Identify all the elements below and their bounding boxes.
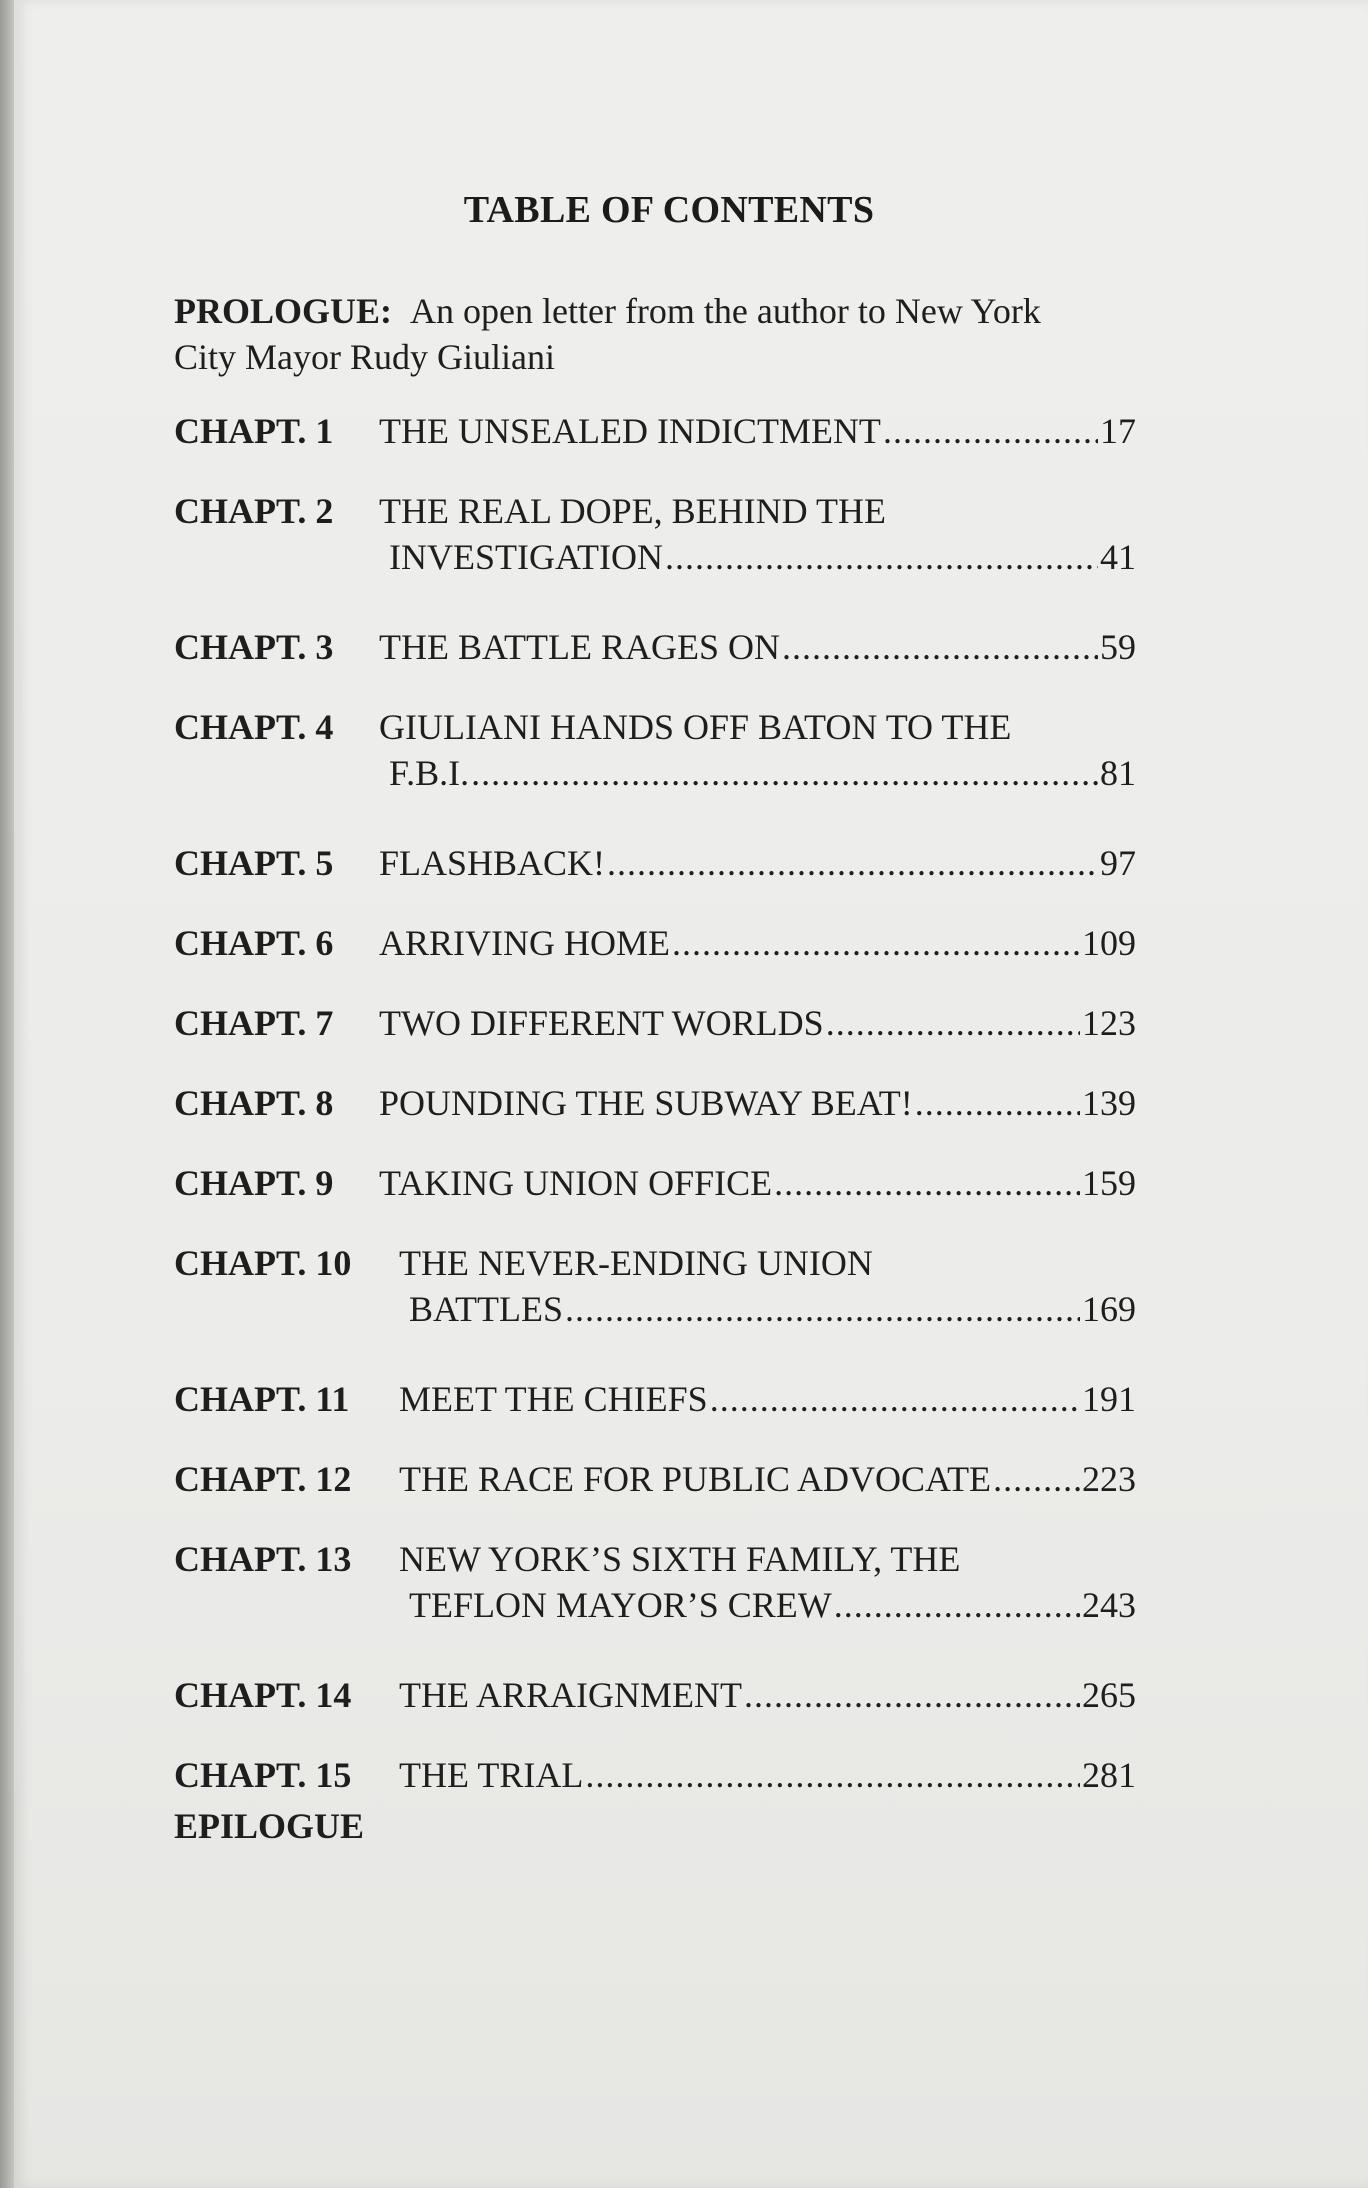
page-title: TABLE OF CONTENTS [463, 189, 875, 231]
chapter-title: THE ARRAIGNMENT [399, 1675, 742, 1715]
page-number: 123 [1082, 1003, 1136, 1043]
dot-leader [672, 920, 1080, 966]
book-page [14, 0, 1368, 2188]
chapter-leader-line [409, 1582, 1136, 1628]
chapter-leader-line [399, 1672, 1136, 1718]
dot-leader [915, 1080, 1080, 1126]
chapter-number: CHAPT. 15 [174, 1755, 352, 1795]
chapter-title: THE UNSEALED INDICTMENT [379, 411, 881, 451]
page-number: 59 [1100, 627, 1136, 667]
dot-leader [782, 624, 1098, 670]
chapter-leader-line [379, 408, 1136, 454]
chapter-number: CHAPT. 2 [174, 491, 334, 531]
page-number: 191 [1082, 1379, 1136, 1419]
page-number: 169 [1082, 1289, 1136, 1329]
chapter-number: CHAPT. 13 [174, 1539, 352, 1579]
page-number: 281 [1082, 1755, 1136, 1795]
page-number: 97 [1100, 843, 1136, 883]
dot-leader [710, 1376, 1080, 1422]
page-gutter [0, 0, 14, 2188]
prologue-text-line1: An open letter from the author to New York [410, 291, 1041, 331]
prologue-label: PROLOGUE: [174, 291, 393, 331]
chapter-title: FLASHBACK! [379, 843, 606, 883]
page-number: 243 [1082, 1585, 1136, 1625]
chapter-number: CHAPT. 10 [174, 1243, 352, 1283]
page-number: 139 [1082, 1083, 1136, 1123]
chapter-leader-line [409, 1286, 1136, 1332]
epilogue-entry: EPILOGUE [174, 1806, 365, 1846]
chapter-entry [174, 1536, 1134, 1628]
chapter-entry [174, 1672, 1134, 1718]
dot-leader [883, 408, 1098, 454]
chapter-number: CHAPT. 6 [174, 923, 334, 963]
dot-leader [607, 840, 1098, 886]
chapter-entry [174, 1456, 1134, 1502]
chapter-title: INVESTIGATION [389, 537, 663, 577]
chapter-title: TEFLON MAYOR’S CREW [409, 1585, 832, 1625]
chapter-entry [174, 624, 1134, 670]
chapter-entry [174, 1080, 1134, 1126]
dot-leader [585, 1752, 1080, 1798]
page-number: 41 [1100, 537, 1136, 577]
chapter-leader-line [379, 840, 1136, 886]
prologue-entry [174, 288, 1154, 380]
chapter-title: GIULIANI HANDS OFF BATON TO THE [379, 707, 1012, 747]
chapter-number: CHAPT. 14 [174, 1675, 352, 1715]
chapter-leader-line [399, 1456, 1136, 1502]
page-number: 223 [1082, 1459, 1136, 1499]
chapter-title: TAKING UNION OFFICE [379, 1163, 773, 1203]
dot-leader [744, 1672, 1080, 1718]
chapter-leader-line [399, 1752, 1136, 1798]
chapter-title: THE TRIAL [399, 1755, 584, 1795]
chapter-entry [174, 1376, 1134, 1422]
chapter-leader-line [389, 534, 1136, 580]
chapter-title: THE RACE FOR PUBLIC ADVOCATE [399, 1459, 992, 1499]
chapter-number: CHAPT. 4 [174, 707, 334, 747]
page-number: 81 [1100, 753, 1136, 793]
chapter-leader-line [379, 1160, 1136, 1206]
dot-leader [471, 750, 1098, 796]
chapter-number: CHAPT. 8 [174, 1083, 334, 1123]
chapter-entry [174, 840, 1134, 886]
chapter-number: CHAPT. 1 [174, 411, 334, 451]
dot-leader [993, 1456, 1080, 1502]
chapter-number: CHAPT. 12 [174, 1459, 352, 1499]
chapter-leader-line [379, 1000, 1136, 1046]
page-number: 109 [1082, 923, 1136, 963]
chapter-number: CHAPT. 3 [174, 627, 334, 667]
chapter-title: TWO DIFFERENT WORLDS [379, 1003, 824, 1043]
chapter-number: CHAPT. 9 [174, 1163, 334, 1203]
chapter-entry [174, 704, 1134, 796]
chapter-leader-line [379, 1080, 1136, 1126]
chapter-title: NEW YORK’S SIXTH FAMILY, THE [399, 1539, 961, 1579]
prologue-text-line2: City Mayor Rudy Giuliani [174, 337, 555, 377]
dot-leader [565, 1286, 1080, 1332]
dot-leader [826, 1000, 1080, 1046]
chapter-entry [174, 1000, 1134, 1046]
chapter-number: CHAPT. 11 [174, 1379, 350, 1419]
chapter-entry [174, 488, 1134, 580]
chapter-number: CHAPT. 5 [174, 843, 334, 883]
page-number: 159 [1082, 1163, 1136, 1203]
dot-leader [834, 1582, 1080, 1628]
chapter-title: BATTLES [409, 1289, 564, 1329]
chapter-title: THE REAL DOPE, BEHIND THE [379, 491, 886, 531]
chapter-leader-line [389, 750, 1136, 796]
chapter-title: THE NEVER-ENDING UNION [399, 1243, 873, 1283]
chapter-title: F.B.I. [389, 753, 470, 793]
chapter-entry [174, 1752, 1134, 1798]
page-number: 265 [1082, 1675, 1136, 1715]
chapter-leader-line [379, 920, 1136, 966]
chapter-leader-line [399, 1376, 1136, 1422]
chapter-title: ARRIVING HOME [379, 923, 670, 963]
chapter-entry [174, 920, 1134, 966]
chapter-entry [174, 1240, 1134, 1332]
dot-leader [774, 1160, 1080, 1206]
chapter-entry [174, 1160, 1134, 1206]
chapter-number: CHAPT. 7 [174, 1003, 334, 1043]
chapter-entry [174, 408, 1134, 454]
chapter-title: MEET THE CHIEFS [399, 1379, 708, 1419]
chapter-title: POUNDING THE SUBWAY BEAT! [379, 1083, 913, 1123]
chapter-title: THE BATTLE RAGES ON [379, 627, 780, 667]
page-number: 17 [1100, 411, 1136, 451]
chapter-leader-line [379, 624, 1136, 670]
dot-leader [665, 534, 1098, 580]
